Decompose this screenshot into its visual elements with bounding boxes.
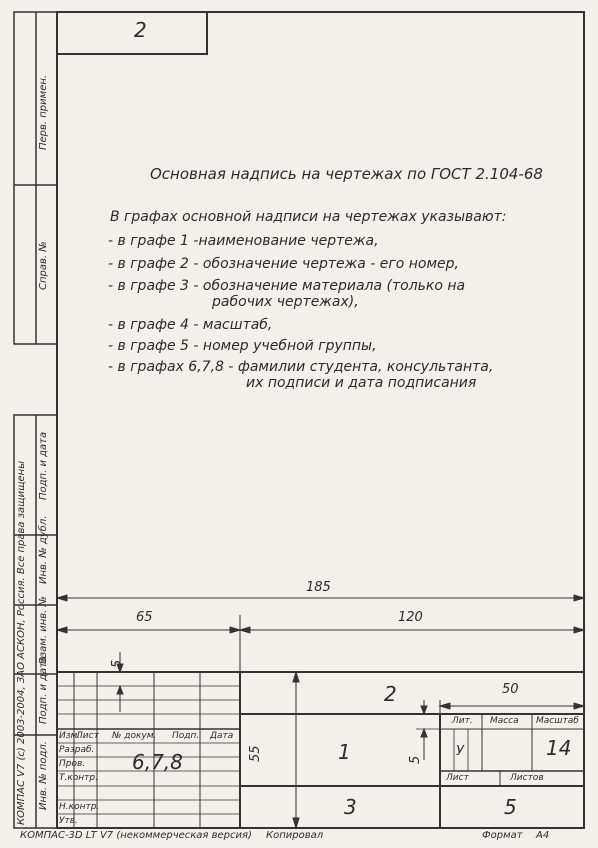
row-razrab: Разраб.: [59, 745, 95, 755]
graph-4-value: 14: [546, 736, 572, 760]
content-line-7: - в графах 6,7,8 - фамилии студента, консультанта,: [108, 359, 494, 375]
podp-data-label-1: Подп. и дата: [38, 431, 49, 500]
copyright-text: КОМПАС V7 (c) 2003-2004, ЗАО АСКОН, Россия. Все права защищены: [16, 460, 27, 825]
intro-line: В графах основной надписи на чертежах указывают:: [110, 209, 507, 225]
lit-label: Лит.: [452, 716, 473, 726]
dim-50: 50: [502, 682, 519, 697]
content-line-8: их подписи и дата подписания: [246, 375, 477, 391]
dim-185: 185: [306, 580, 331, 595]
content-line-2: - в графе 2 - обозначение чертежа - его номер,: [108, 256, 459, 272]
content-line-3: - в графе 3 - обозначение материала (только на: [108, 278, 466, 294]
col-izm: Изм.: [59, 731, 81, 741]
document-title: Основная надпись на чертежах по ГОСТ 2.104-68: [150, 165, 543, 183]
row-prov: Пров.: [59, 759, 86, 769]
content-line-4: рабочих чертежах),: [212, 294, 359, 310]
list-label: Лист: [446, 773, 469, 783]
dim-5-top: 5: [110, 659, 125, 668]
top-designation-box: [57, 12, 207, 54]
listov-label: Листов: [510, 773, 544, 783]
massa-label: Масса: [490, 716, 519, 726]
inv-dubl-label: Инв. № дубл.: [38, 515, 49, 584]
col-list: Лист: [76, 731, 99, 741]
top-box-number: 2: [134, 18, 147, 42]
perv-primen-label: Перв. примен.: [38, 74, 49, 150]
graph-1-value: 1: [338, 740, 351, 764]
col-data: Дата: [210, 731, 234, 741]
dim-120: 120: [398, 610, 423, 625]
content-line-1: - в графе 1 -наименование чертежа,: [108, 233, 379, 249]
podp-data-label-2: Подп. и дата: [38, 655, 49, 724]
graph-names-value: 6,7,8: [132, 750, 183, 774]
dim-65: 65: [136, 610, 153, 625]
lit-value: У: [456, 744, 464, 759]
dim-5-right: 5: [408, 755, 423, 764]
footer-format-label: Формат: [482, 830, 523, 841]
footer-software: КОМПАС-3D LT V7 (некоммерческая версия): [20, 830, 252, 841]
footer-kopiroval: Копировал: [266, 830, 324, 841]
row-tkontr: Т.контр.: [59, 773, 99, 783]
sprav-no-label: Справ. №: [38, 241, 49, 290]
dim-55: 55: [248, 745, 263, 762]
footer-format-value: А4: [536, 830, 550, 841]
graph-5-value: 5: [504, 795, 517, 819]
masshtab-label: Масштаб: [536, 716, 579, 726]
graph-3-value: 3: [344, 795, 357, 819]
row-utv: Утв.: [59, 816, 78, 826]
col-podp: Подп.: [172, 731, 200, 741]
row-nkontr: Н.контр.: [59, 802, 100, 812]
graph-2-value: 2: [384, 682, 397, 706]
content-line-5: - в графе 4 - масштаб,: [108, 317, 273, 333]
content-line-6: - в графе 5 - номер учебной группы,: [108, 338, 377, 354]
vzam-inv-label: Взам. инв. №: [38, 596, 49, 664]
inv-podl-label: Инв. № подл.: [38, 741, 49, 810]
col-docum: № докум.: [112, 731, 157, 741]
